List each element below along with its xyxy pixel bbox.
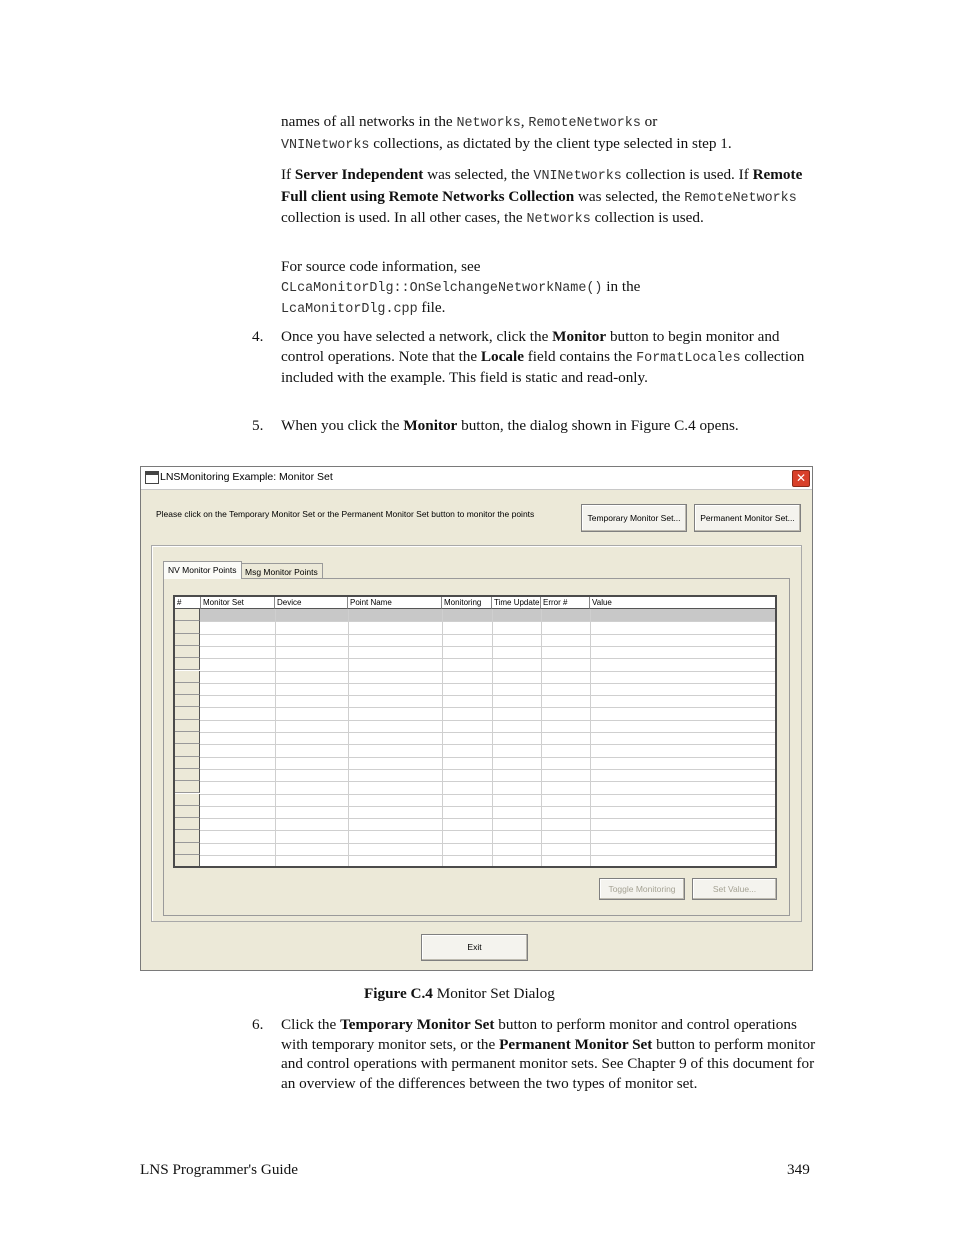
row-header-cell[interactable] bbox=[175, 720, 200, 732]
paragraph-source-code: For source code information, see CLcaMonitorDlg::OnSelchangeNetworkName() in the LcaMonitorDlg.cpp file. bbox=[281, 258, 641, 317]
row-header-cell[interactable] bbox=[175, 707, 200, 719]
grid-row-line bbox=[200, 634, 777, 635]
row-header-cell[interactable] bbox=[175, 806, 200, 818]
row-header-cell[interactable] bbox=[175, 794, 200, 806]
grid-column-line bbox=[442, 609, 443, 867]
code-remotenetworks: RemoteNetworks bbox=[528, 116, 641, 131]
column-header-value[interactable]: Value bbox=[590, 597, 777, 609]
grid-row-line bbox=[200, 683, 777, 684]
permanent-monitor-set-button[interactable]: Permanent Monitor Set... bbox=[694, 504, 801, 532]
row-header-cell[interactable] bbox=[175, 757, 200, 769]
grid-row-line bbox=[200, 695, 777, 696]
grid-row-line bbox=[200, 781, 777, 782]
column-header-device[interactable]: Device bbox=[275, 597, 348, 609]
row-header-cell[interactable] bbox=[175, 732, 200, 744]
row-header-cell[interactable] bbox=[175, 646, 200, 658]
row-header-cell[interactable] bbox=[175, 683, 200, 695]
grid-row-line bbox=[200, 671, 777, 672]
row-header-cell[interactable] bbox=[175, 781, 200, 793]
grid-row-line bbox=[200, 646, 777, 647]
row-header-cell[interactable] bbox=[175, 830, 200, 842]
row-header-cell[interactable] bbox=[175, 609, 200, 621]
app-window-icon bbox=[145, 471, 159, 484]
grid-row-line bbox=[200, 843, 777, 844]
paragraph-network-names: names of all networks in the Networks, RemoteNetworks or VNINetworks collections, as dictated by the client type selected in step 1. bbox=[281, 113, 732, 153]
step-number-6: 6. bbox=[252, 1016, 264, 1033]
grid-row-line bbox=[200, 621, 777, 622]
monitor-set-dialog bbox=[140, 466, 813, 971]
grid-column-line bbox=[541, 609, 542, 867]
step-5-text: When you click the Monitor button, the dialog shown in Figure C.4 opens. bbox=[281, 417, 739, 434]
row-header-cell[interactable] bbox=[175, 769, 200, 781]
grid-row-line bbox=[200, 720, 777, 721]
grid-row-line bbox=[200, 757, 777, 758]
grid-row-line bbox=[200, 830, 777, 831]
row-header-cell[interactable] bbox=[175, 634, 200, 646]
grid-row-line bbox=[200, 855, 777, 856]
exit-button[interactable]: Exit bbox=[421, 934, 528, 961]
grid-row-line bbox=[200, 867, 777, 868]
toggle-monitoring-button[interactable]: Toggle Monitoring bbox=[599, 878, 685, 900]
step-6-text: Click the Temporary Monitor Set button to perform monitor and control operations with temporary monitor sets, or the Permanent Monitor Set button to perform monitor and control operations with permanent monitor sets. See Chapter 9 of this document for an overview of the differences between the two types of monitor set. bbox=[281, 1016, 816, 1092]
row-header-cell[interactable] bbox=[175, 818, 200, 830]
grid-row-line bbox=[200, 658, 777, 659]
dialog-titlebar[interactable] bbox=[141, 467, 812, 490]
step-number-5: 5. bbox=[252, 417, 264, 434]
row-header-cell[interactable] bbox=[175, 855, 200, 867]
tab-nv-monitor-points[interactable]: NV Monitor Points bbox=[163, 561, 242, 579]
column-header-monitoring[interactable]: Monitoring bbox=[442, 597, 492, 609]
column-header-monitor-set[interactable]: Monitor Set bbox=[201, 597, 275, 609]
grid-row-line bbox=[200, 818, 777, 819]
row-header-cell[interactable] bbox=[175, 744, 200, 756]
column-header-point-name[interactable]: Point Name bbox=[348, 597, 442, 609]
dialog-title: LNSMonitoring Example: Monitor Set bbox=[160, 471, 333, 483]
row-header-cell[interactable] bbox=[175, 658, 200, 670]
grid-row-line bbox=[200, 769, 777, 770]
grid-column-line bbox=[348, 609, 349, 867]
footer-title: LNS Programmer's Guide bbox=[140, 1161, 298, 1178]
tab-msg-monitor-points[interactable]: Msg Monitor Points bbox=[240, 563, 323, 579]
column-header-index[interactable]: # bbox=[175, 597, 201, 609]
row-header-cell[interactable] bbox=[175, 843, 200, 855]
grid-column-line bbox=[492, 609, 493, 867]
grid-row-line bbox=[200, 806, 777, 807]
row-header-cell[interactable] bbox=[175, 695, 200, 707]
monitor-points-grid[interactable] bbox=[173, 595, 777, 868]
code-networks: Networks bbox=[456, 116, 521, 131]
column-header-time-update[interactable]: Time Update bbox=[494, 598, 540, 607]
grid-row-line bbox=[200, 794, 777, 795]
grid-row-line bbox=[200, 732, 777, 733]
page-number: 349 bbox=[787, 1161, 810, 1178]
close-icon[interactable]: ✕ bbox=[792, 470, 810, 487]
column-header-error[interactable]: Error # bbox=[541, 597, 590, 609]
temporary-monitor-set-button[interactable]: Temporary Monitor Set... bbox=[581, 504, 687, 532]
step-4-text: Once you have selected a network, click the Monitor button to begin monitor and control operations. Note that the Locale field contains the FormatLocales collection included with the example. This field is static and read-only. bbox=[281, 328, 805, 386]
paragraph-collection-selection: If Server Independent was selected, the VNINetworks collection is used. If Remote Full client using Remote Networks Collection was selected, the RemoteNetworks collection is used. In all other cases, the Networks collection is used. bbox=[281, 166, 803, 227]
set-value-button[interactable]: Set Value... bbox=[692, 878, 777, 900]
step-number-4: 4. bbox=[252, 328, 264, 345]
grid-column-line bbox=[275, 609, 276, 867]
grid-row-line bbox=[200, 744, 777, 745]
row-header-cell[interactable] bbox=[175, 621, 200, 633]
grid-row-line bbox=[200, 707, 777, 708]
selected-row[interactable] bbox=[200, 609, 777, 621]
code-vninetworks: VNINetworks bbox=[281, 137, 370, 153]
figure-caption: Figure C.4 Monitor Set Dialog bbox=[364, 985, 555, 1002]
instruction-text: Please click on the Temporary Monitor Set or the Permanent Monitor Set button to monitor the points bbox=[156, 509, 535, 519]
grid-column-line bbox=[590, 609, 591, 867]
row-header-cell[interactable] bbox=[175, 671, 200, 683]
